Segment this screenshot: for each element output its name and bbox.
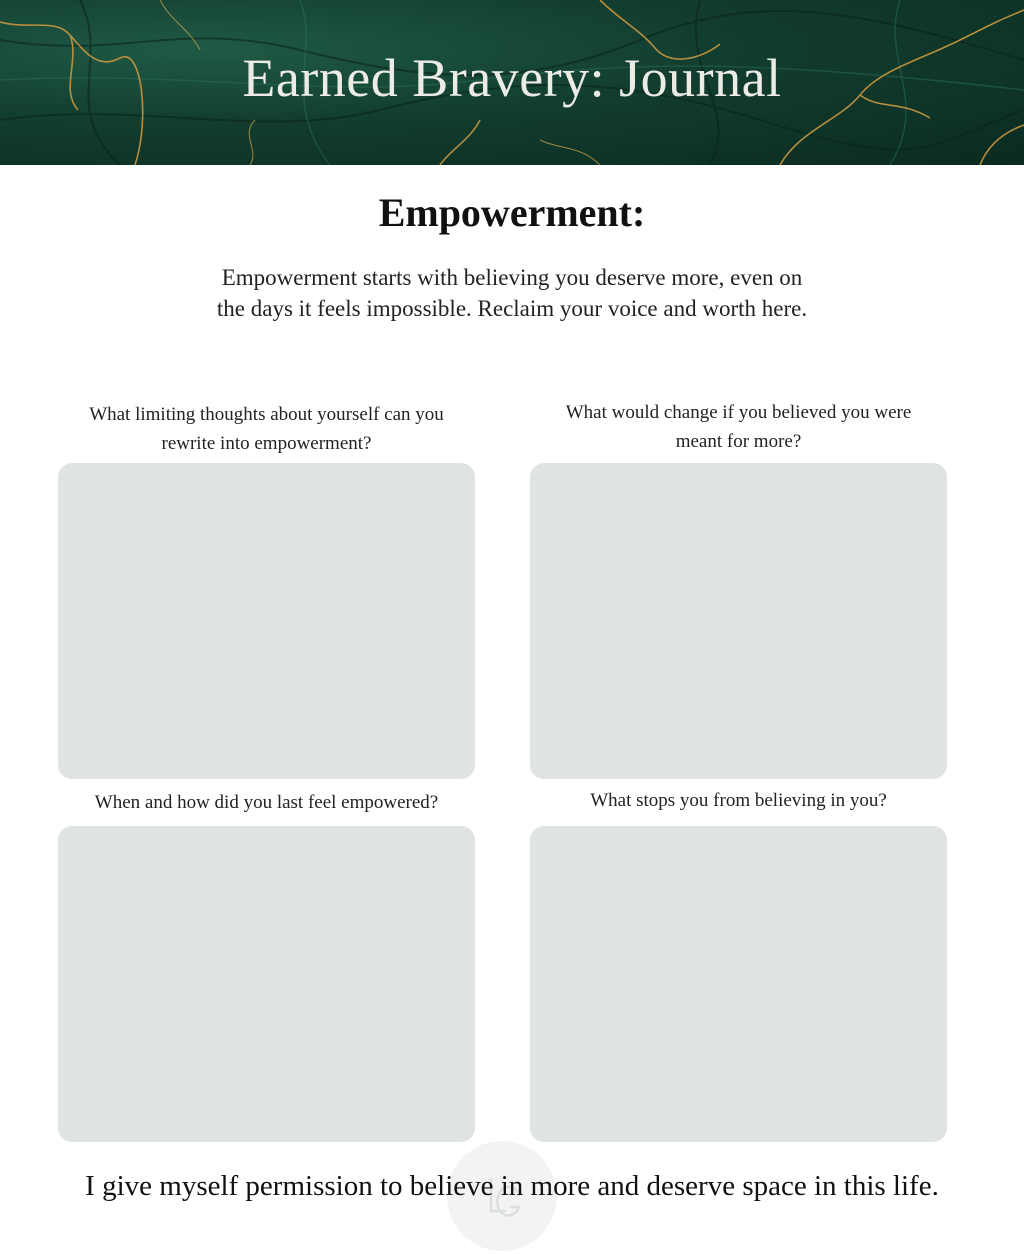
prompt-4: [530, 786, 947, 815]
section-title: Empowerment:: [378, 190, 646, 235]
intro-text: [162, 262, 862, 324]
prompt-line: meant for more?: [675, 431, 802, 452]
prompt-line: What stops you from believing in you?: [590, 790, 887, 811]
journal-title: Earned Bravery: Journal: [242, 48, 782, 108]
prompt-3: [58, 788, 475, 817]
prompt-line: What would change if you believed you were: [565, 402, 912, 423]
affirmation-text: I give myself permission to believe in more and deserve space in this life.: [85, 1170, 939, 1202]
answer-box-3[interactable]: [58, 826, 475, 1142]
header-banner: [0, 0, 1024, 165]
prompt-1: [58, 400, 475, 458]
answer-box-4[interactable]: [530, 826, 947, 1142]
answer-box-1[interactable]: [58, 463, 475, 779]
prompt-2: [530, 398, 947, 456]
intro-line: Empowerment starts with believing you deserve more, even on: [221, 265, 803, 290]
prompt-line: When and how did you last feel empowered?: [94, 792, 439, 813]
intro-line: the days it feels impossible. Reclaim your voice and worth here.: [216, 296, 808, 321]
prompt-line: What limiting thoughts about yourself can you: [89, 404, 444, 425]
prompt-line: rewrite into empowerment?: [161, 433, 372, 454]
answer-box-2[interactable]: [530, 463, 947, 779]
